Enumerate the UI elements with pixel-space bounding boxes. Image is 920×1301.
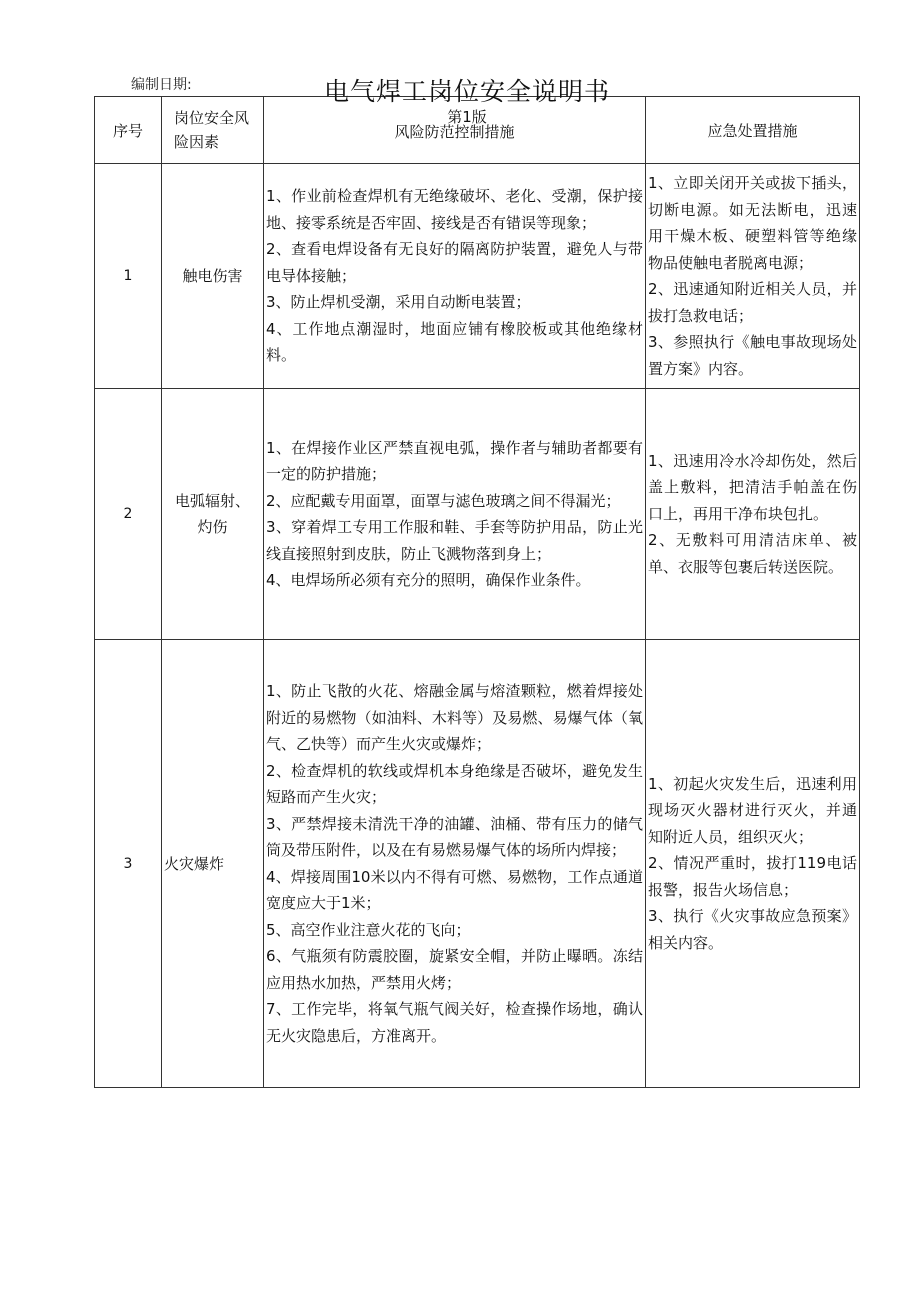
measure-item: 1、在焊接作业区严禁直视电弧，操作者与辅助者都要有一定的防护措施；	[266, 438, 643, 483]
row-number: 2	[95, 389, 162, 640]
measure-item: 5、高空作业注意火花的飞向；	[266, 920, 471, 939]
table-row	[95, 164, 860, 389]
measure-item: 2、应配戴专用面罩，面罩与滤色玻璃之间不得漏光；	[266, 491, 621, 510]
edition-label: 第1版	[447, 108, 487, 126]
emergency-item: 3、执行《火灾事故应急预案》相关内容。	[648, 907, 857, 952]
emergency-measures-cell	[646, 389, 860, 640]
measure-item: 4、焊接周围10米以内不得有可燃、易燃物，工作点通道宽度应大于1米；	[266, 867, 643, 912]
measure-item: 7、工作完毕，将氧气瓶气阀关好，检查操作场地，确认无火灾隐患后，方准离开。	[266, 1000, 643, 1045]
emergency-item: 2、无敷料可用清洁床单、被单、衣服等包裹后转送医院。	[648, 531, 857, 576]
measure-item: 2、检查焊机的软线或焊机本身绝缘是否破坏，避免发生短路而产生火灾；	[266, 761, 643, 806]
measure-item: 1、作业前检查焊机有无绝缘破坏、老化、受潮，保护接地、接零系统是否牢固、接线是否有错误等现象；	[266, 187, 643, 232]
measure-item: 3、穿着焊工专用工作服和鞋、手套等防护用品，防止光线直接照射到皮肤，防止飞溅物落到身上；	[266, 518, 643, 563]
risk-factor: 触电伤害	[162, 164, 264, 389]
measure-item: 3、严禁焊接未清洗干净的油罐、油桶、带有压力的储气筒及带压附件，以及在有易燃易爆气体的场所内焊接；	[266, 814, 643, 859]
compile-date-label: 编制日期:	[131, 77, 192, 93]
table-row	[95, 640, 860, 1088]
measure-item: 6、气瓶须有防震胶圈，旋紧安全帽，并防止曝晒。冻结应用热水加热，严禁用火烤；	[266, 947, 643, 992]
emergency-measures-cell	[646, 164, 860, 389]
column-header-emergency-measures: 应急处置措施	[646, 97, 860, 164]
emergency-item: 3、参照执行《触电事故现场处置方案》内容。	[648, 333, 857, 378]
table-row	[95, 389, 860, 640]
control-measures-cell	[264, 640, 646, 1088]
emergency-item: 1、立即关闭开关或拔下插头，切断电源。如无法断电，迅速用干燥木板、硬塑料管等绝缘物品使触电者脱离电源；	[648, 174, 857, 272]
row-number: 3	[95, 640, 162, 1088]
emergency-item: 2、迅速通知附近相关人员，并拔打急救电话；	[648, 280, 857, 325]
column-header-control-measures: 风险防范控制措施	[264, 97, 646, 164]
measure-item: 1、防止飞散的火花、熔融金属与熔渣颗粒，燃着焊接处附近的易燃物（如油料、木料等）及易燃、易爆气体（氧气、乙快等）而产生火灾或爆炸；	[266, 682, 643, 753]
emergency-measures-cell	[646, 640, 860, 1088]
measure-item: 4、电焊场所必须有充分的照明，确保作业条件。	[266, 571, 591, 589]
measure-item: 4、工作地点潮湿时，地面应铺有橡胶板或其他绝缘材料。	[266, 319, 643, 365]
emergency-item: 1、初起火灾发生后，迅速利用现场灭火器材进行灭火，并通知附近人员，组织灭火；	[648, 774, 857, 846]
row-number: 1	[95, 164, 162, 389]
column-header-risk-factor: 岗位安全风险因素	[162, 97, 264, 164]
safety-measures-table	[94, 96, 860, 1088]
emergency-item: 1、迅速用冷水冷却伤处，然后盖上敷料，把清洁手帕盖在伤口上，再用干净布块包扎。	[648, 451, 857, 523]
measure-item: 2、查看电焊设备有无良好的隔离防护装置，避免人与带电导体接触；	[266, 240, 643, 285]
risk-factor: 电弧辐射、灼伤	[162, 389, 264, 640]
control-measures-cell	[264, 164, 646, 389]
measure-item: 3、防止焊机受潮，采用自动断电装置；	[266, 293, 531, 312]
risk-factor: 火灾爆炸	[162, 640, 264, 1088]
document-title: 电气焊工岗位安全说明书	[323, 77, 610, 106]
column-header-num: 序号	[95, 97, 162, 164]
emergency-item: 2、情况严重时，拔打119电话报警，报告火场信息；	[648, 854, 857, 899]
control-measures-cell	[264, 389, 646, 640]
